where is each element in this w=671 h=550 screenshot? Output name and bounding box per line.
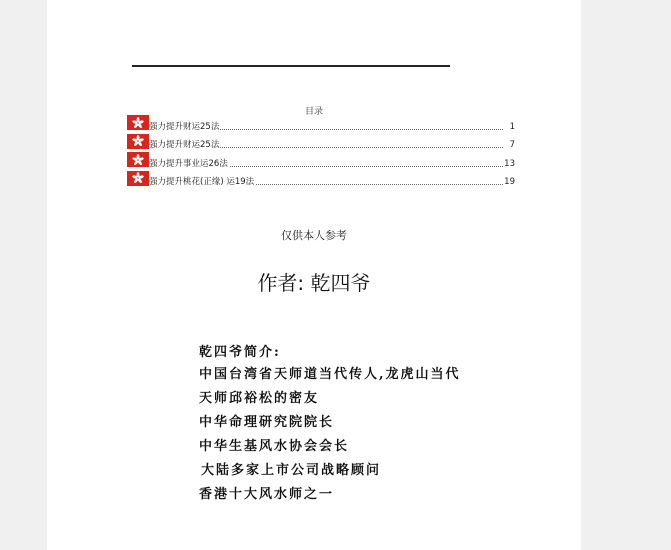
bio-line: 中国台湾省天师道当代传人,龙虎山当代 — [199, 367, 461, 382]
toc-entry-page: 1 — [509, 121, 515, 132]
flag-icon — [127, 171, 149, 186]
toc-entry[interactable] — [127, 115, 515, 134]
flag-icon — [127, 115, 149, 130]
reference-notice: 仅供本人参考 — [281, 229, 347, 242]
flag-icon — [127, 134, 149, 149]
header-rule — [132, 65, 450, 67]
table-of-contents — [127, 115, 515, 189]
toc-entry[interactable] — [127, 152, 515, 171]
toc-entry-label: 强力提升财运25法 — [149, 140, 220, 150]
author-bio — [199, 341, 519, 507]
toc-entry-page: 19 — [504, 177, 515, 187]
toc-entry-page: 13 — [504, 158, 515, 169]
toc-entry[interactable] — [127, 171, 515, 190]
toc-entry[interactable] — [127, 134, 515, 153]
toc-title: 目录 — [304, 107, 323, 117]
flag-icon — [127, 152, 149, 167]
author-line: 作者: 乾四爷 — [257, 271, 371, 295]
toc-entry-label: 强力提升财运25法 — [149, 121, 220, 132]
bio-line: 大陆多家上市公司战略顾问 — [201, 463, 382, 478]
toc-entry-label: 强力提升事业运26法 — [149, 158, 228, 169]
document-page — [47, 0, 581, 550]
bio-heading: 乾四爷简介: — [199, 345, 281, 360]
bio-line: 中华命理研究院院长 — [199, 415, 335, 430]
bio-line: 中华生基风水协会会长 — [199, 439, 350, 454]
bio-line: 香港十大风水师之一 — [199, 487, 335, 502]
toc-entry-label: 强力提升桃花(正缘) 运19法 — [149, 177, 255, 187]
toc-entry-page: 7 — [509, 140, 515, 150]
bio-line: 天师邱裕松的密友 — [199, 391, 320, 406]
